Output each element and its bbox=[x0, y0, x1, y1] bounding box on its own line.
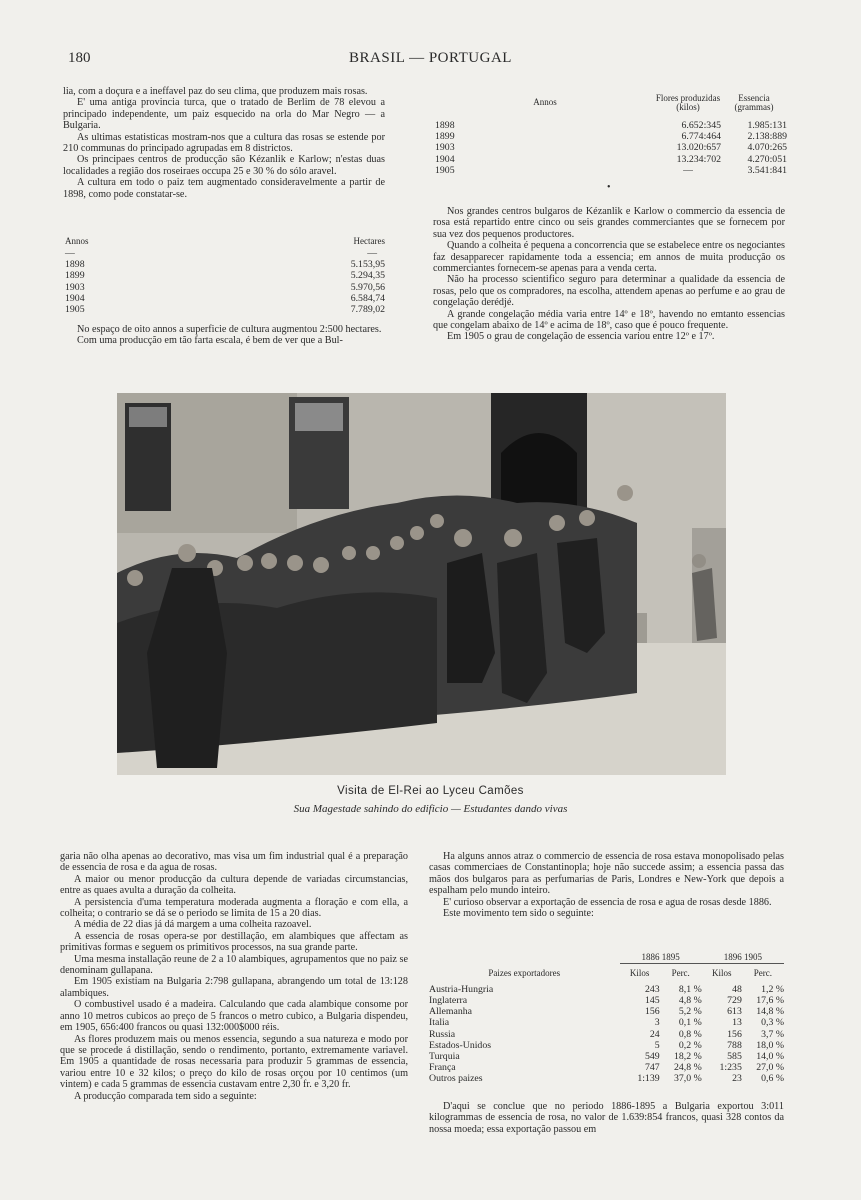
table-cell: 6.774:464 bbox=[681, 131, 721, 143]
table-cell: 156 bbox=[644, 1006, 660, 1018]
table-row bbox=[435, 154, 787, 165]
photo-caption-subtitle: Sua Magestade sahindo do edificio — Estudantes dando vivas bbox=[293, 803, 568, 815]
table-row bbox=[429, 1073, 784, 1084]
paragraph: Este movimento tem sido o seguinte: bbox=[443, 908, 594, 920]
table-header: Annos bbox=[533, 97, 557, 108]
table-cell: Estados-Unidos bbox=[429, 1039, 492, 1051]
paragraph: A essencia de rosas opera-se por destillação, em alambiques que affectam as primitivas formas e seguem os primitivos processos, na sua grande parte. bbox=[60, 930, 408, 954]
table-cell: 2.138:889 bbox=[747, 131, 787, 143]
paragraph: D'aqui se conclue que no periodo 1886-1895 a Bulgaria exportou 3:011 kilogrammas de essencia de rosa, no valor de 1.639:854 francos, quasi 328 contos da nossa moeda; essa exportação passou em bbox=[429, 1101, 784, 1135]
paragraph: Os principaes centros de producção são Kézanlik e Karlow; n'estas duas localidades a região dos roseiraes occupa 25 e 30 % do sólo aravel. bbox=[63, 154, 385, 177]
paragraph: As flores produzem mais ou menos essencia, segundo a sua natureza e modo por que se procede á distillação, sendo o rendimento, portanto, extremamente variavel. Em 1905 a quantidade de rosas necessaria para produzir 5 grammas de essencia, variou entre 10 e 32 kilos; o preço do kilo de rosas orçou por 10 centimos (um vintem) e cada 5 grammas de essencia custavam entre 2,30 fr. e 3,20 fr. bbox=[60, 1033, 408, 1091]
table-header: Kilos bbox=[712, 968, 732, 979]
table-row bbox=[435, 142, 787, 153]
table-header: Paizes exportadores bbox=[488, 968, 561, 979]
table-cell: 13 bbox=[732, 1017, 742, 1029]
table-cell: 17,6 % bbox=[756, 994, 784, 1006]
table-cell: 23 bbox=[732, 1073, 742, 1085]
table-cell: 1905 bbox=[65, 304, 85, 316]
table-row bbox=[429, 995, 784, 1006]
hectares-table: Annos Hectares — — 1898 5.153,95 1899 5.294,35 1903 5.970,56 1904 6.584,74 1905 7.789,02 bbox=[65, 236, 385, 316]
table-cell: 613 bbox=[727, 1006, 742, 1018]
table-cell: 729 bbox=[727, 994, 742, 1006]
paragraph: Quando a colheita é pequena a concorrencia que se estabelece entre os negociantes faz desapparecer rapidamente toda a essencia; em annos de muita producção os commerciantes fornecem-se apenas para a venda certa. bbox=[433, 240, 785, 275]
table-cell: — bbox=[683, 164, 693, 176]
table-cell: 27,0 % bbox=[756, 1062, 784, 1074]
photo-illustration bbox=[117, 393, 726, 775]
table-header: Kilos bbox=[629, 968, 650, 979]
table-cell: Outros paizes bbox=[429, 1073, 483, 1085]
col1-after-text bbox=[63, 324, 385, 347]
table-row bbox=[65, 270, 385, 281]
running-title: BRASIL — PORTUGAL bbox=[349, 50, 512, 66]
table-row bbox=[429, 1029, 784, 1040]
paragraph: Uma mesma installação reune de 2 a 10 alambiques, agrupamentos que no paiz se denominam gullapana. bbox=[60, 953, 408, 977]
table-row bbox=[429, 1062, 784, 1073]
table-cell: 0,8 % bbox=[678, 1028, 702, 1040]
table-cell: 549 bbox=[644, 1050, 660, 1062]
table-header: Essencia (grammas) bbox=[734, 92, 774, 112]
table-cell: 585 bbox=[727, 1050, 742, 1062]
page-number: 180 bbox=[68, 50, 91, 66]
table-cell: 0,2 % bbox=[678, 1039, 702, 1051]
table-cell: 4,8 % bbox=[678, 994, 702, 1006]
table-cell: 37,0 % bbox=[673, 1073, 702, 1085]
table-cell: 145 bbox=[644, 994, 660, 1006]
table-row bbox=[435, 120, 787, 131]
table-cell: 8,1 % bbox=[678, 983, 702, 995]
table-cell: 6.652:345 bbox=[681, 120, 721, 131]
table-row bbox=[429, 1051, 784, 1062]
table-row bbox=[435, 131, 787, 142]
table-cell: 3 bbox=[654, 1017, 660, 1029]
table-cell: 5.294,35 bbox=[350, 270, 385, 282]
flores-table bbox=[435, 86, 787, 176]
export-table bbox=[429, 952, 784, 1085]
table-cell: 0,3 % bbox=[761, 1017, 784, 1029]
table-header: Perc. bbox=[753, 968, 773, 979]
table-cell: Allemanha bbox=[429, 1006, 472, 1018]
table-cell: 1899 bbox=[435, 131, 455, 143]
paragraph: E' uma antiga provincia turca, que o tratado de Berlim de 78 elevou a principado independente, um paiz esquecido na orla do Mar Negro — a Bulgaria. bbox=[63, 97, 385, 132]
paragraph: garia não olha apenas ao decorativo, mas visa um fim industrial qual é a preparação de essencia de rosa e da agua de rosas. bbox=[60, 851, 408, 874]
paragraph: Em 1905 existiam na Bulgaria 2:798 gullapana, abrangendo um total de 13:128 alambiques. bbox=[60, 976, 408, 999]
table-cell: Turquia bbox=[429, 1050, 460, 1062]
table-cell: 1.985:131 bbox=[747, 120, 787, 131]
col2-closing-text bbox=[429, 1101, 784, 1135]
table-row bbox=[429, 1017, 784, 1028]
paragraph: lia, com a doçura e a ineffavel paz do seu clima, que produzem mais rosas. bbox=[63, 86, 368, 97]
table-cell: 1:235 bbox=[719, 1062, 742, 1074]
table-row bbox=[429, 984, 784, 995]
paragraph: Ha alguns annos atraz o commercio de essencia de rosa estava monopolisado pelas casas commerciaes de Constantinopla; hoje não succede assim; a essencia passa das mãos dos bulgaros para as perfumarias de Paris, Londres e New-York que depois a espalham pelo mundo inteiro. bbox=[429, 851, 784, 897]
table-row bbox=[429, 1040, 784, 1051]
table-header: Flores produzidas (kilos) bbox=[655, 92, 721, 112]
table-cell: 1903 bbox=[435, 142, 455, 154]
table-cell: 243 bbox=[644, 983, 660, 995]
table-cell: 3,7 % bbox=[761, 1028, 784, 1040]
table-cell: 1:139 bbox=[637, 1073, 660, 1085]
ornament-dot: • bbox=[607, 182, 611, 193]
table-cell: França bbox=[429, 1062, 456, 1074]
table-cell: 24 bbox=[649, 1028, 660, 1040]
table-cell: 5 bbox=[654, 1039, 660, 1051]
table-cell: 1904 bbox=[435, 153, 455, 165]
table-cell: 4.070:265 bbox=[747, 142, 787, 154]
paragraph: Com uma producção em tão farta escala, é bem de ver que a Bul- bbox=[77, 335, 343, 347]
table-row bbox=[65, 304, 385, 315]
table-header: Annos bbox=[65, 236, 89, 246]
table-cell: 1898 bbox=[435, 120, 455, 131]
table-cell: Italia bbox=[429, 1017, 450, 1029]
table-cell: 14,8 % bbox=[756, 1006, 784, 1018]
table-cell: 156 bbox=[727, 1028, 742, 1040]
table-row bbox=[65, 282, 385, 293]
col2-bottom-text bbox=[429, 851, 784, 919]
paragraph: Não ha processo scientifico seguro para determinar a qualidade da essencia de rosas, pelo que os compradores, na escolha, attendem apenas ao perfume e ao grau de congelação derédjé. bbox=[433, 274, 785, 309]
paragraph: A persistencia d'uma temperatura moderada augmenta a floração e com ella, a colheita; o contrario se dá se o periodo se limita de 15 a 20 dias. bbox=[60, 896, 408, 920]
photograph bbox=[117, 393, 726, 775]
table-cell: 14,0 % bbox=[756, 1050, 784, 1062]
table-cell: 5.153,95 bbox=[350, 259, 385, 271]
col1-bottom-text bbox=[60, 851, 408, 1102]
table-cell: 6.584,74 bbox=[350, 292, 385, 304]
table-cell: 1899 bbox=[65, 270, 85, 282]
table-cell: 18,0 % bbox=[756, 1039, 784, 1051]
table-cell: 5.970,56 bbox=[350, 281, 385, 293]
table-header: Hectares bbox=[353, 236, 385, 246]
table-row bbox=[65, 259, 385, 270]
paragraph: A média de 22 dias já dá margem a uma colheita razoavel. bbox=[74, 919, 312, 931]
paragraph: A cultura em todo o paiz tem augmentado consideravelmente a partir de 1898, como pode constatar-se. bbox=[63, 177, 385, 200]
table-cell: 13.234:702 bbox=[676, 153, 721, 165]
table-cell: 0,1 % bbox=[678, 1017, 702, 1029]
photo-caption-title: Visita de El-Rei ao Lyceu Camões bbox=[337, 785, 524, 797]
table-cell: 3.541:841 bbox=[747, 164, 787, 176]
table-cell: 5,2 % bbox=[678, 1006, 702, 1018]
table-cell: 48 bbox=[732, 983, 742, 995]
paragraph: E' curioso observar a exportação de essencia de rosa e agua de rosas desde 1886. bbox=[443, 896, 772, 908]
table-cell: 1898 bbox=[65, 259, 85, 271]
table-cell: 24,8 % bbox=[673, 1062, 702, 1074]
paragraph: Em 1905 o grau de congelação de essencia variou entre 12º e 17º. bbox=[447, 331, 715, 343]
col1-top-text bbox=[63, 86, 385, 200]
table-row bbox=[65, 293, 385, 304]
table-cell: 788 bbox=[727, 1039, 742, 1051]
table-cell: 1903 bbox=[65, 281, 85, 293]
table-cell: 18,2 % bbox=[673, 1050, 702, 1062]
table-cell: Austria-Hungria bbox=[429, 983, 494, 995]
table-cell: Russia bbox=[429, 1028, 456, 1040]
paragraph: Nos grandes centros bulgaros de Kézanlik e Karlow o commercio da essencia de rosa está repartido entre cinco ou seis grandes commerciantes que se fornecem por sua vez dos pequenos productores. bbox=[433, 206, 785, 240]
paragraph: No espaço de oito annos a superficie de cultura augmentou 2:500 hectares. bbox=[77, 324, 382, 335]
table-cell: 747 bbox=[644, 1062, 660, 1074]
paragraph: As ultimas estatisticas mostram-nos que a cultura das rosas se estende por 210 communas do principado agrupadas em 8 districtos. bbox=[63, 131, 385, 155]
paragraph: A maior ou menor producção da cultura depende de variadas circumstancias, entre as quaes avulta a duração da colheita. bbox=[60, 873, 408, 897]
paragraph: O combustivel usado é a madeira. Calculando que cada alambique consome por anno 10 metros cubicos ao preço de 5 francos o metro cubico, a Bulgaria dispendeu, em 1905, 656:400 francos ou quasi 132:000$000 réis. bbox=[60, 999, 408, 1034]
table-cell: 1904 bbox=[65, 292, 85, 304]
table-cell: Inglaterra bbox=[429, 994, 468, 1006]
table-row bbox=[435, 165, 787, 176]
table-cell: 4.270:051 bbox=[747, 153, 787, 165]
col2-top-text bbox=[433, 206, 785, 343]
table-row bbox=[429, 1006, 784, 1017]
table-header: Perc. bbox=[671, 968, 690, 979]
table-cell: 1905 bbox=[435, 164, 455, 176]
period-header-1: 1886 1895 bbox=[620, 952, 702, 964]
period-header-2: 1896 1905 bbox=[702, 952, 784, 964]
paragraph: A grande congelação média varia entre 14º e 18º, havendo no emtanto essencias que congelam abaixo de 14º e acima de 18º, caso que é pouco frequente. bbox=[433, 308, 785, 332]
table-cell: 7.789,02 bbox=[350, 304, 385, 316]
table-cell: 13.020:657 bbox=[676, 142, 721, 154]
paragraph: A producção comparada tem sido a seguinte: bbox=[74, 1090, 257, 1102]
table-cell: 1,2 % bbox=[761, 983, 784, 995]
table-cell: 0,6 % bbox=[761, 1073, 784, 1085]
